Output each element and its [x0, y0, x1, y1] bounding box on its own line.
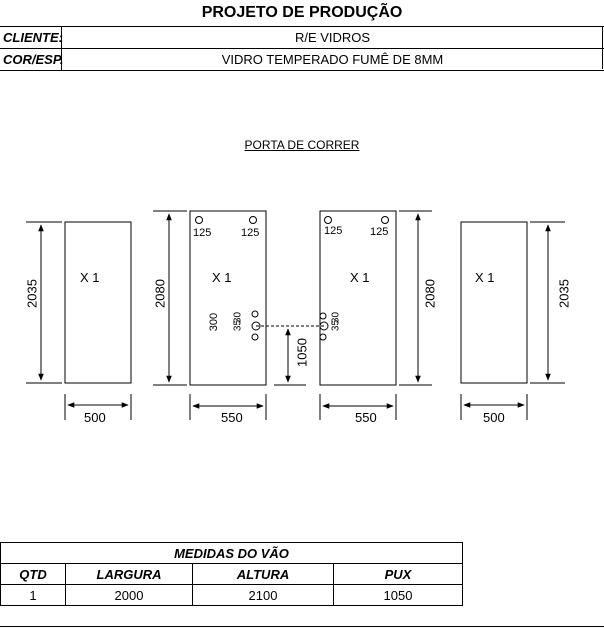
col-qtd: QTD	[1, 564, 66, 585]
bottom-border	[0, 626, 604, 627]
panel-4-width: 500	[483, 410, 505, 425]
panel-1-qty: X 1	[80, 270, 100, 285]
panel-2-hole-side-3: 30	[232, 311, 244, 324]
panel-3-width: 550	[355, 410, 377, 425]
medidas-table	[0, 542, 463, 606]
page-title: PROJETO DE PRODUÇÃO	[0, 0, 604, 27]
panel-2-width: 550	[221, 410, 243, 425]
panel-2-height: 2080	[152, 279, 168, 308]
panel-1-height: 2035	[24, 279, 40, 308]
panel-4-height: 2035	[556, 279, 572, 308]
panel-3-height: 2080	[422, 279, 438, 308]
panel-2-hole-side-2: 35	[232, 319, 244, 332]
pux-value: 1050	[334, 585, 463, 606]
panel-2-hole-side-1: 300	[208, 312, 220, 332]
cor-label: COR/ESP.	[0, 49, 62, 70]
medidas-title: MEDIDAS DO VÃO	[1, 543, 463, 564]
largura-value: 2000	[66, 585, 193, 606]
drawing-title: PORTA DE CORRER	[244, 138, 360, 152]
pux-height: 1050	[294, 338, 310, 367]
panel-3-qty: X 1	[350, 270, 370, 285]
panel-3-hole-side-3: 30	[330, 311, 342, 324]
table-row	[1, 585, 463, 606]
cliente-label: CLIENTE:	[0, 27, 62, 48]
col-altura: ALTURA	[193, 564, 334, 585]
panel-2-hole-top-right: 125	[241, 227, 260, 239]
col-largura: LARGURA	[66, 564, 193, 585]
cliente-value: R/E VIDROS	[294, 30, 371, 45]
panel-3-hole-top-right: 125	[370, 226, 389, 238]
panel-2-hole-top-left: 125	[193, 227, 212, 239]
panel-4-qty: X 1	[475, 270, 495, 285]
col-pux: PUX	[334, 564, 463, 585]
qtd-value: 1	[1, 585, 66, 606]
panel-1-width: 500	[84, 410, 106, 425]
panel-3-hole-top-left: 125	[324, 225, 343, 237]
altura-value: 2100	[193, 585, 334, 606]
cor-value: VIDRO TEMPERADO FUMÊ DE 8MM	[221, 52, 444, 67]
panel-2-qty: X 1	[212, 270, 232, 285]
panel-3-hole-side-2: 35	[330, 319, 342, 332]
